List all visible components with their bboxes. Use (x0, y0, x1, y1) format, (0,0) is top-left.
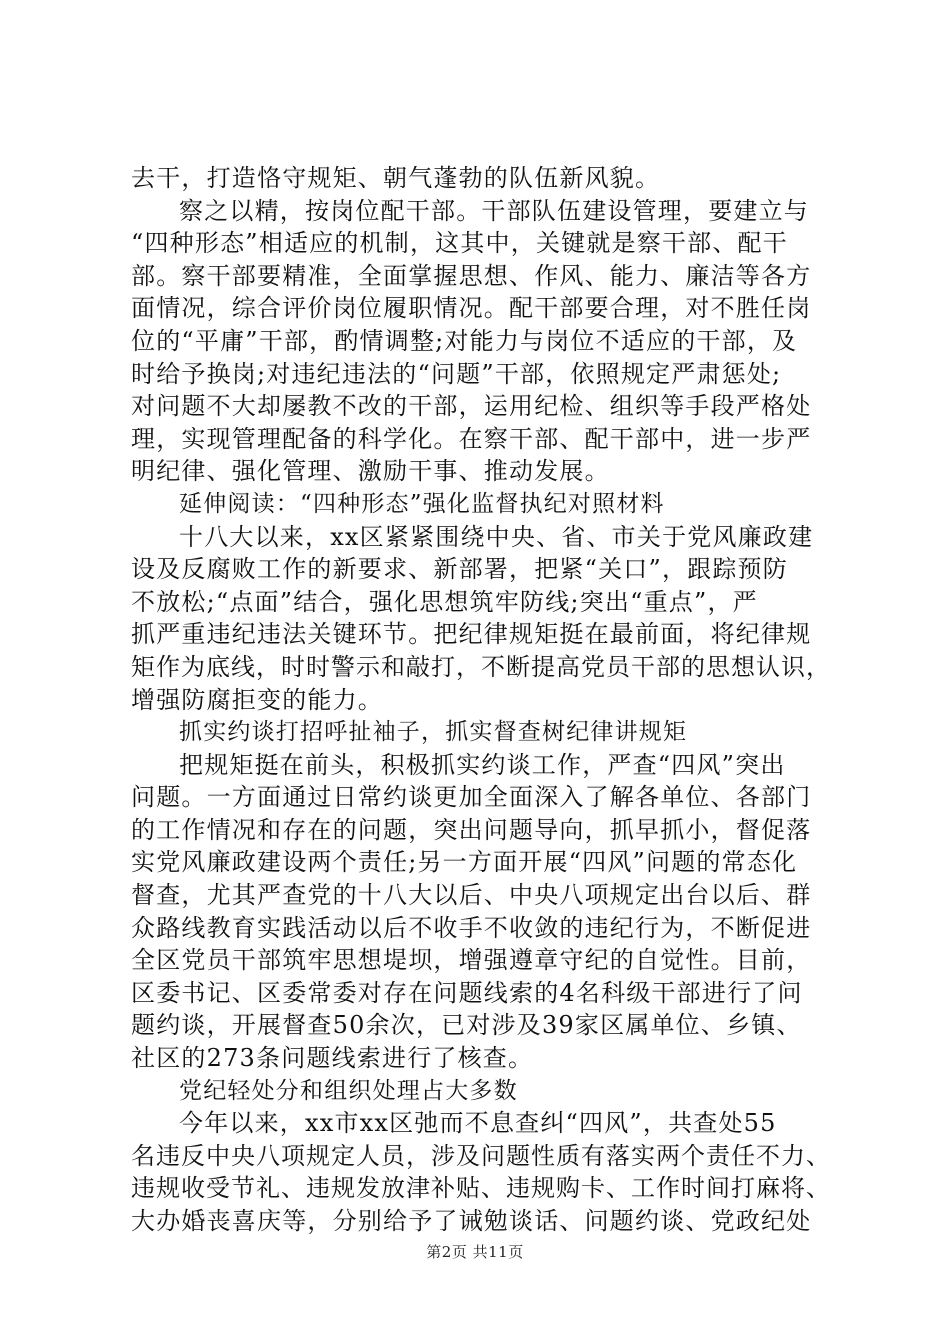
text-line: 对问题不大却屡教不改的干部，运用纪检、组织等手段严格处 (131, 392, 812, 421)
text-line: 问题。一方面通过日常约谈更加全面深入了解各单位、各部门 (131, 783, 812, 812)
text-line: 全区党员干部筑牢思想堤坝，增强遵章守纪的自觉性。目前， (131, 946, 812, 975)
text-line: 今年以来，xx市xx区弛而不息查纠“四风”，共查处55 (179, 1109, 777, 1138)
text-line: 把规矩挺在前头，积极抓实约谈工作，严查“四风”突出 (179, 750, 786, 779)
text-line: 督查，尤其严查党的十八大以后、中央八项规定出台以后、群 (131, 881, 812, 910)
text-line: 矩作为底线，时时警示和敲打，不断提高党员干部的思想认识， (131, 652, 831, 681)
text-line: 实党风廉政建设两个责任;另一方面开展“四风”问题的常态化 (131, 848, 798, 877)
text-line: 部。察干部要精准，全面掌握思想、作风、能力、廉洁等各方 (131, 261, 812, 290)
text-line: 题约谈，开展督查50余次，已对涉及39家区属单位、乡镇、 (131, 1011, 802, 1040)
text-line: 设及反腐败工作的新要求、新部署，把紧“关口”，跟踪预防 (131, 555, 788, 584)
text-line: 理，实现管理配备的科学化。在察干部、配干部中，进一步严 (131, 424, 812, 453)
page-footer: 第2页 共11页 (426, 1243, 524, 1261)
text-line: 抓严重违纪违法关键环节。把纪律规矩挺在最前面，将纪律规 (131, 620, 812, 649)
text-line: 十八大以来，xx区紧紧围绕中央、省、市关于党风廉政建 (179, 522, 814, 551)
text-line: 不放松;“点面”结合，强化思想筑牢防线;突出“重点”，严 (131, 587, 758, 616)
text-line: 违规收受节礼、违规发放津补贴、违规购卡、工作时间打麻将、 (131, 1174, 831, 1203)
section-heading-line: 党纪轻处分和组织处理占大多数 (179, 1077, 518, 1104)
text-line: 位的“平庸”干部，酌情调整;对能力与岗位不适应的干部，及 (131, 326, 798, 355)
text-line: 区委书记、区委常委对存在问题线索的4名科级干部进行了问 (131, 978, 803, 1007)
text-line: “四种形态”相适应的机制，这其中，关键就是察干部、配干 (131, 229, 788, 258)
text-line: 众路线教育实践活动以后不收手不收敛的违纪行为，不断促进 (131, 913, 812, 942)
section-heading-line: 延伸阅读：“四种形态”强化监督执纪对照材料 (179, 490, 665, 517)
text-line: 去干，打造恪守规矩、朝气蓬勃的队伍新风貌。 (131, 164, 661, 192)
text-line: 名违反中央八项规定人员，涉及问题性质有落实两个责任不力、 (131, 1141, 831, 1170)
text-line: 社区的273条问题线索进行了核查。 (131, 1044, 534, 1073)
text-line: 的工作情况和存在的问题，突出问题导向，抓早抓小，督促落 (131, 815, 812, 844)
text-line: 时给予换岗;对违纪违法的“问题”干部，依照规定严肃惩处; (131, 359, 782, 388)
text-line: 大办婚丧喜庆等，分别给予了诫勉谈话、问题约谈、党政纪处 (131, 1207, 812, 1235)
section-heading-line: 抓实约谈打招呼扯袖子，抓实督查树纪律讲规矩 (179, 719, 688, 746)
text-line: 增强防腐拒变的能力。 (131, 685, 383, 714)
text-line: 面情况，综合评价岗位履职情况。配干部要合理，对不胜任岗 (131, 294, 812, 323)
text-line: 察之以精，按岗位配干部。干部队伍建设管理，要建立与 (179, 196, 809, 225)
document-body (131, 162, 831, 1238)
text-line: 明纪律、强化管理、激励干事、推动发展。 (131, 457, 610, 486)
